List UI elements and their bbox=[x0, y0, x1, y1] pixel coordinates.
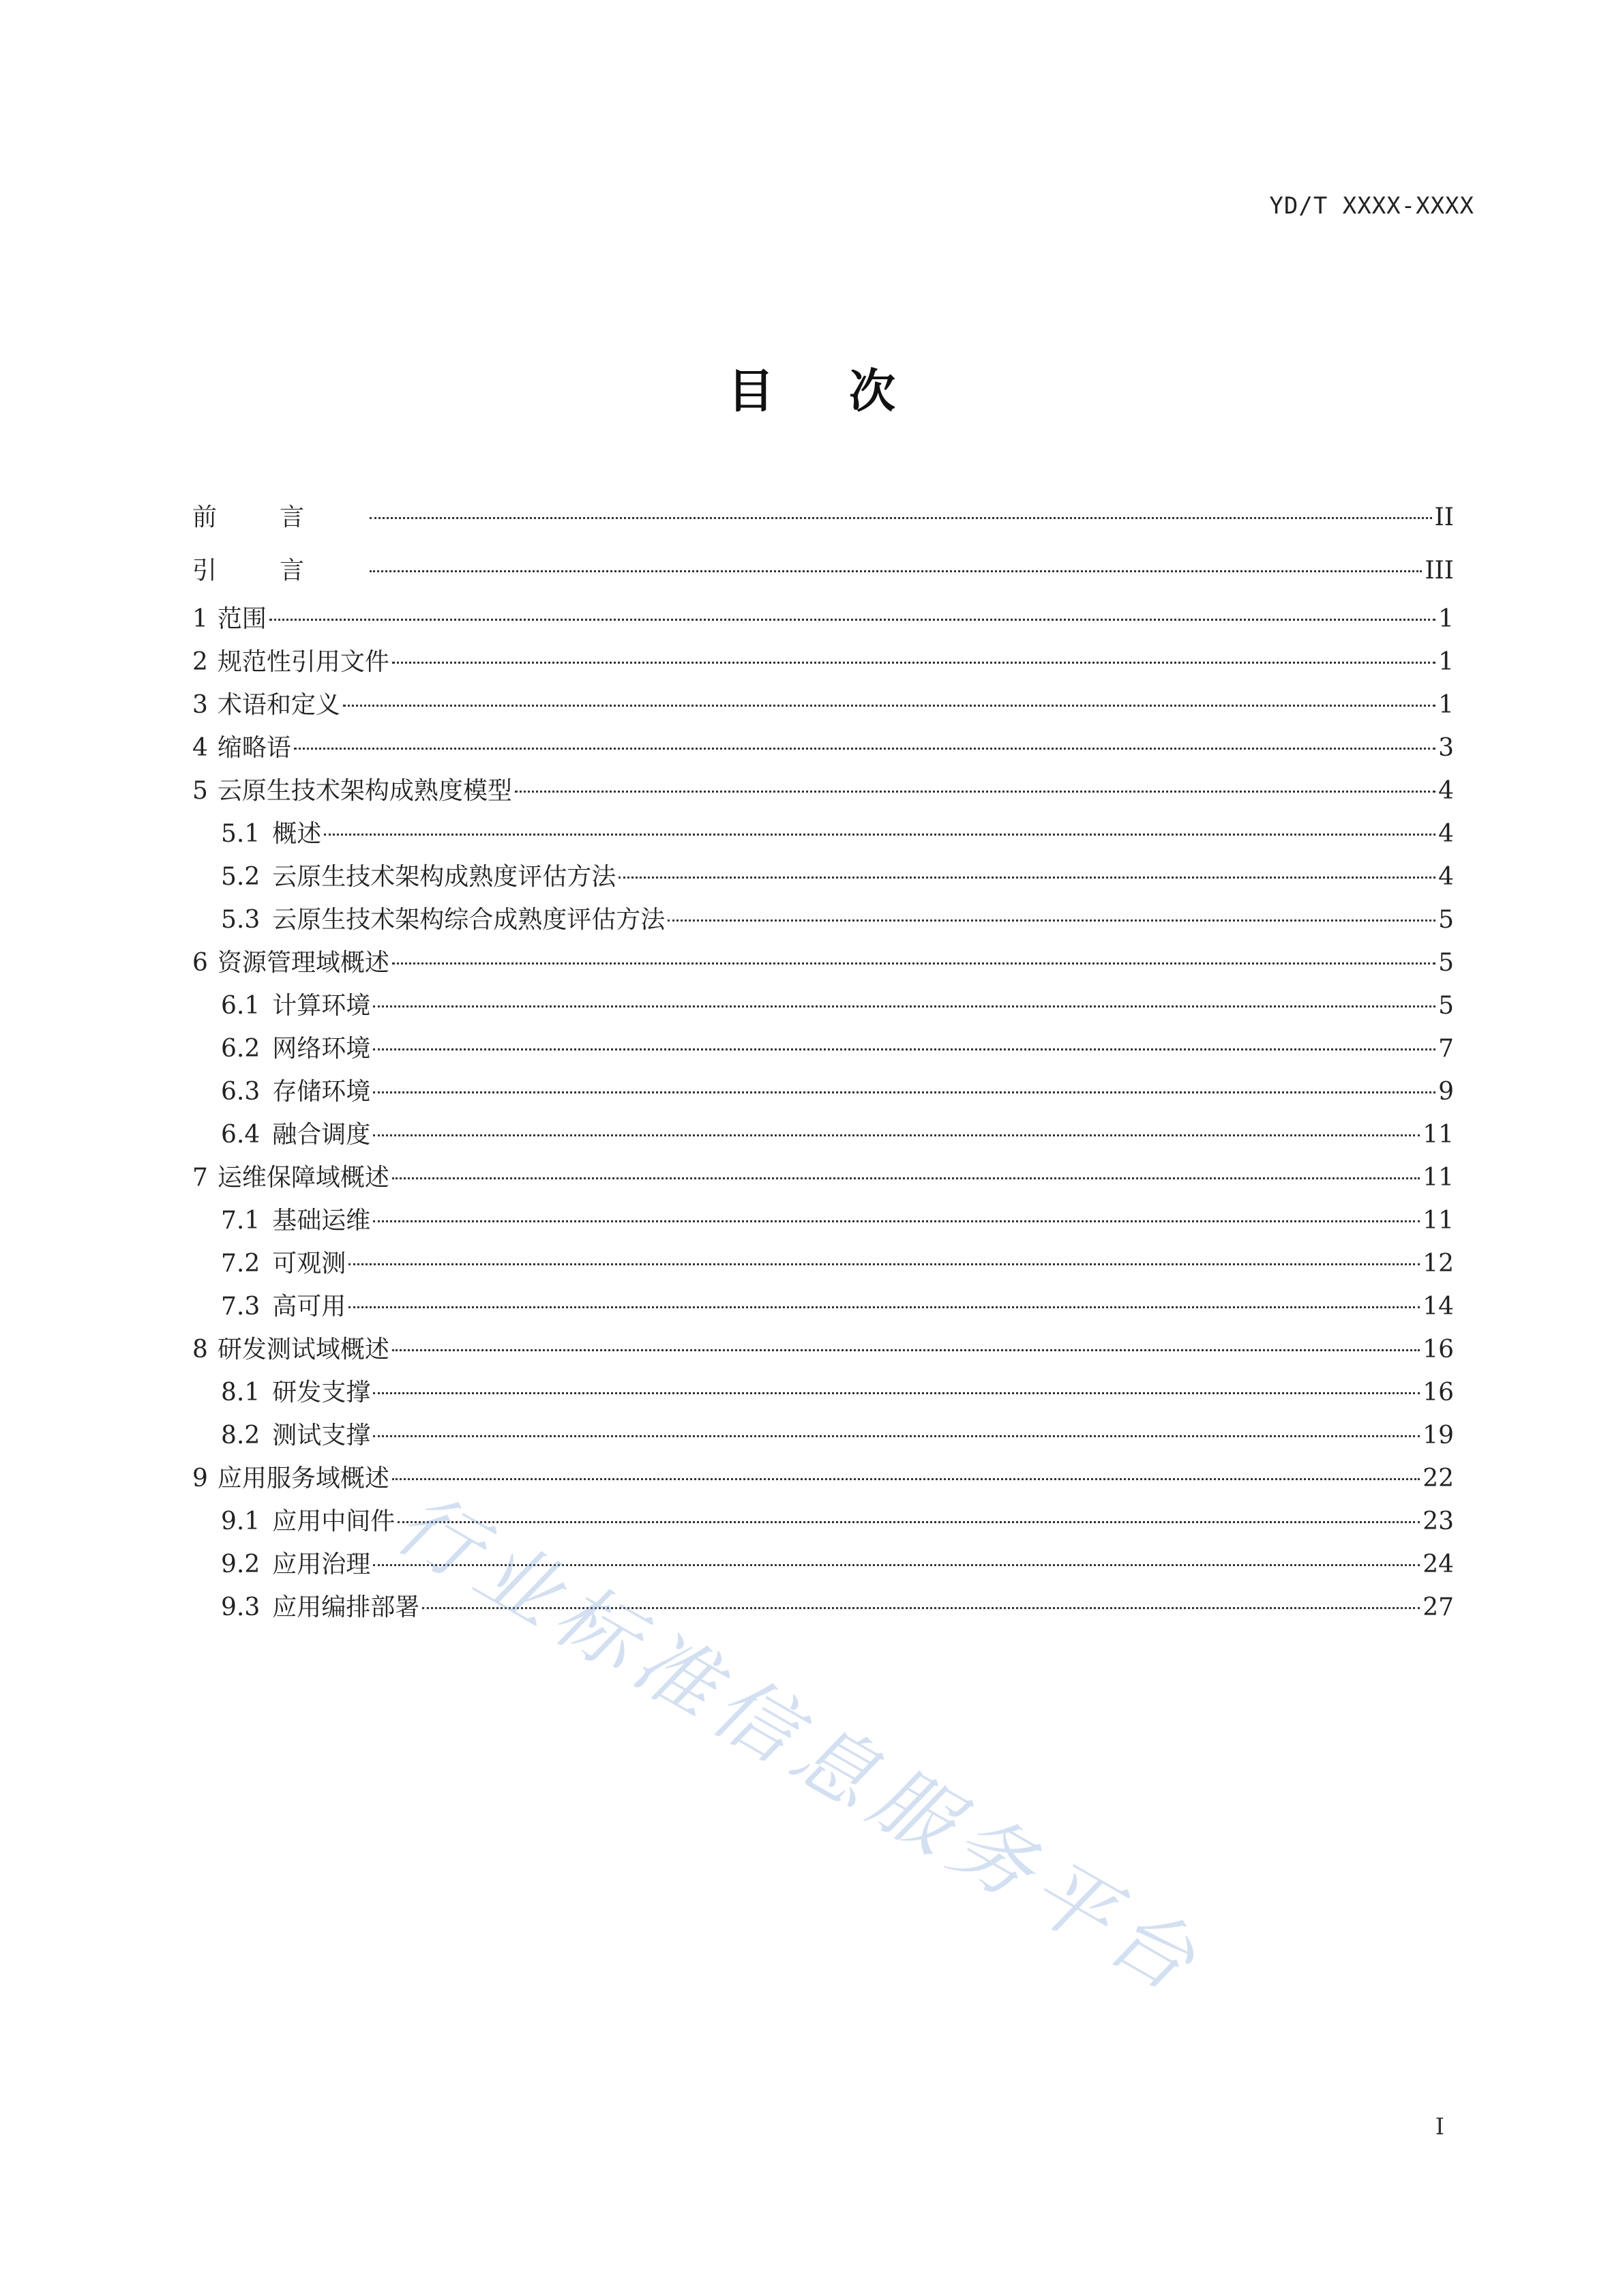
toc-entry-page: 5 bbox=[1438, 949, 1454, 977]
toc-entry-number: 6.2 bbox=[221, 1035, 260, 1063]
toc-entry-page: 5 bbox=[1438, 906, 1454, 934]
toc-entry-number: 8 bbox=[192, 1336, 208, 1364]
toc-entry-page: 5 bbox=[1438, 992, 1454, 1020]
toc-entry-label: 高可用 bbox=[272, 1293, 346, 1321]
toc-entry[interactable] bbox=[192, 1543, 1454, 1586]
toc-entry-page: 1 bbox=[1438, 691, 1454, 719]
toc-entry-number: 5.2 bbox=[221, 863, 260, 891]
toc-entry-number: 7.3 bbox=[221, 1293, 260, 1321]
toc-entry-number: 6.1 bbox=[221, 992, 260, 1020]
dot-leader bbox=[294, 748, 1435, 750]
toc-entry-page: 4 bbox=[1438, 820, 1454, 848]
dot-leader bbox=[392, 662, 1435, 664]
toc-entry-label: 概述 bbox=[272, 820, 322, 848]
table-of-contents bbox=[192, 491, 1454, 1629]
dot-leader bbox=[392, 1177, 1420, 1179]
dot-leader bbox=[373, 1435, 1420, 1437]
toc-entry-number: 7 bbox=[192, 1164, 208, 1192]
toc-entry-label: 范围 bbox=[217, 605, 267, 633]
toc-entry-label: 引言 bbox=[192, 557, 368, 585]
toc-entry-label: 测试支撑 bbox=[272, 1422, 371, 1449]
toc-entry-number: 3 bbox=[192, 691, 208, 719]
toc-entry[interactable] bbox=[192, 898, 1454, 941]
dot-leader bbox=[373, 1134, 1420, 1136]
toc-entry-label: 规范性引用文件 bbox=[217, 648, 389, 676]
toc-entry-page: III bbox=[1425, 557, 1454, 585]
toc-entry-label: 网络环境 bbox=[272, 1035, 371, 1063]
dot-leader bbox=[348, 1263, 1420, 1265]
toc-entry-number: 6 bbox=[192, 949, 208, 977]
toc-entry[interactable] bbox=[192, 1586, 1454, 1629]
toc-entry-page: 23 bbox=[1423, 1507, 1454, 1535]
toc-entry-label: 云原生技术架构成熟度模型 bbox=[217, 777, 512, 805]
dot-leader bbox=[373, 1048, 1435, 1050]
dot-leader bbox=[343, 705, 1435, 707]
toc-entry[interactable] bbox=[192, 491, 1454, 544]
toc-entry-label: 基础运维 bbox=[272, 1207, 371, 1235]
toc-entry[interactable] bbox=[192, 1242, 1454, 1285]
toc-entry-label: 研发测试域概述 bbox=[217, 1336, 389, 1364]
toc-entry-number: 5 bbox=[192, 777, 208, 805]
toc-entry-page: 11 bbox=[1423, 1121, 1454, 1149]
dot-leader bbox=[348, 1306, 1420, 1308]
toc-entry-page: 24 bbox=[1423, 1550, 1454, 1578]
toc-entry[interactable] bbox=[192, 1328, 1454, 1371]
document-code: YD/T XXXX-XXXX bbox=[1269, 192, 1474, 220]
toc-entry-page: 14 bbox=[1423, 1293, 1454, 1321]
toc-entry[interactable] bbox=[192, 683, 1454, 726]
toc-entry[interactable] bbox=[192, 1285, 1454, 1328]
toc-entry-page: 4 bbox=[1438, 777, 1454, 805]
toc-entry[interactable] bbox=[192, 1070, 1454, 1113]
toc-entry-number: 2 bbox=[192, 648, 208, 676]
toc-entry-label: 运维保障域概述 bbox=[217, 1164, 389, 1192]
toc-entry-page: 12 bbox=[1423, 1250, 1454, 1278]
toc-entry-label: 应用编排部署 bbox=[272, 1593, 420, 1621]
toc-entry-label: 资源管理域概述 bbox=[217, 949, 389, 977]
toc-entry-label: 可观测 bbox=[272, 1250, 346, 1278]
dot-leader bbox=[269, 619, 1435, 621]
toc-entry-number: 8.1 bbox=[221, 1379, 260, 1407]
toc-entry-number: 9 bbox=[192, 1465, 208, 1492]
toc-entry[interactable] bbox=[192, 1457, 1454, 1500]
toc-entry-label: 应用服务域概述 bbox=[217, 1465, 389, 1492]
toc-entry[interactable] bbox=[192, 855, 1454, 898]
watermark: 行业标准信息服务平台 bbox=[381, 1475, 1219, 2014]
dot-leader bbox=[373, 1392, 1420, 1394]
toc-entry-page: 4 bbox=[1438, 863, 1454, 891]
toc-entry-number: 5.3 bbox=[221, 906, 260, 934]
toc-entry[interactable] bbox=[192, 769, 1454, 812]
toc-entry-label: 存储环境 bbox=[272, 1078, 371, 1106]
dot-leader bbox=[392, 962, 1435, 965]
toc-entry-label: 术语和定义 bbox=[217, 691, 340, 719]
toc-entry[interactable] bbox=[192, 1414, 1454, 1457]
dot-leader bbox=[373, 1220, 1420, 1222]
toc-entry-page: 1 bbox=[1438, 648, 1454, 676]
toc-entry-number: 6.3 bbox=[221, 1078, 260, 1106]
dot-leader bbox=[370, 570, 1422, 572]
toc-entry-number: 6.4 bbox=[221, 1121, 260, 1149]
toc-entry-label: 前言 bbox=[192, 503, 368, 531]
dot-leader bbox=[398, 1521, 1420, 1523]
dot-leader bbox=[392, 1349, 1420, 1351]
toc-entry-page: 16 bbox=[1423, 1336, 1454, 1364]
toc-entry-label: 云原生技术架构综合成熟度评估方法 bbox=[272, 906, 666, 934]
dot-leader bbox=[515, 791, 1435, 793]
toc-entry-label: 应用中间件 bbox=[272, 1507, 396, 1535]
toc-entry-label: 应用治理 bbox=[272, 1550, 371, 1578]
toc-entry[interactable] bbox=[192, 726, 1454, 769]
dot-leader bbox=[392, 1478, 1420, 1480]
toc-entry-label: 融合调度 bbox=[272, 1121, 371, 1149]
toc-entry[interactable] bbox=[192, 1027, 1454, 1070]
toc-entry-number: 4 bbox=[192, 734, 208, 762]
toc-entry-label: 计算环境 bbox=[272, 992, 371, 1020]
toc-entry-number: 7.2 bbox=[221, 1250, 260, 1278]
toc-entry-number: 9.3 bbox=[221, 1593, 260, 1621]
toc-entry-page: 9 bbox=[1438, 1078, 1454, 1106]
toc-entry-label: 缩略语 bbox=[217, 734, 291, 762]
dot-leader bbox=[373, 1091, 1435, 1093]
toc-entry-number: 5.1 bbox=[221, 820, 260, 848]
toc-entry[interactable] bbox=[192, 812, 1454, 855]
toc-entry-page: 11 bbox=[1423, 1207, 1454, 1235]
toc-entry[interactable] bbox=[192, 544, 1454, 598]
toc-entry-page: 7 bbox=[1438, 1035, 1454, 1063]
toc-entry-page: II bbox=[1434, 503, 1454, 531]
toc-entry-label: 研发支撑 bbox=[272, 1379, 371, 1407]
page-number: I bbox=[1435, 2113, 1444, 2140]
toc-entry-page: 22 bbox=[1423, 1465, 1454, 1492]
toc-entry-page: 11 bbox=[1423, 1164, 1454, 1192]
toc-entry[interactable] bbox=[192, 1113, 1454, 1156]
dot-leader bbox=[668, 919, 1435, 922]
toc-entry[interactable] bbox=[192, 1371, 1454, 1414]
toc-entry-page: 1 bbox=[1438, 605, 1454, 633]
toc-entry-number: 9.1 bbox=[221, 1507, 260, 1535]
dot-leader bbox=[373, 1564, 1420, 1566]
toc-entry-number: 1 bbox=[192, 605, 208, 633]
toc-entry-page: 27 bbox=[1423, 1593, 1454, 1621]
toc-entry-page: 3 bbox=[1438, 734, 1454, 762]
dot-leader bbox=[422, 1607, 1420, 1609]
toc-entry[interactable] bbox=[192, 641, 1454, 683]
toc-entry[interactable] bbox=[192, 598, 1454, 641]
dot-leader bbox=[370, 517, 1432, 519]
toc-entry-number: 8.2 bbox=[221, 1422, 260, 1449]
toc-entry[interactable] bbox=[192, 1500, 1454, 1543]
toc-entry-page: 19 bbox=[1423, 1422, 1454, 1449]
toc-entry-label: 云原生技术架构成熟度评估方法 bbox=[272, 863, 616, 891]
dot-leader bbox=[373, 1005, 1435, 1007]
toc-entry-number: 7.1 bbox=[221, 1207, 260, 1235]
toc-entry[interactable] bbox=[192, 1199, 1454, 1242]
dot-leader bbox=[619, 877, 1435, 879]
dot-leader bbox=[324, 834, 1435, 836]
toc-entry[interactable] bbox=[192, 1156, 1454, 1199]
toc-entry[interactable] bbox=[192, 984, 1454, 1027]
toc-entry-page: 16 bbox=[1423, 1379, 1454, 1407]
page-title: 目次 bbox=[727, 365, 970, 419]
toc-entry-number: 9.2 bbox=[221, 1550, 260, 1578]
toc-entry[interactable] bbox=[192, 941, 1454, 984]
